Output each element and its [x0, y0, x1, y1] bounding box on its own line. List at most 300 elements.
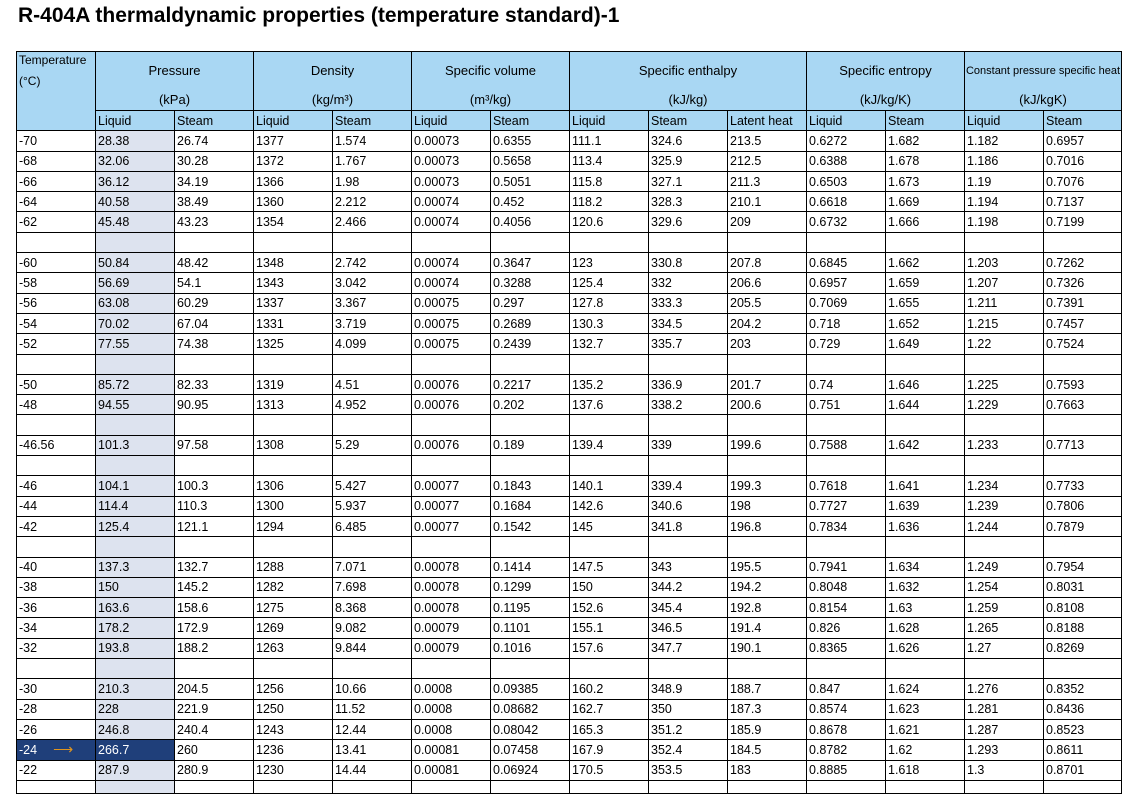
table-cell [96, 638, 175, 658]
cell-value: 183 [730, 763, 751, 778]
table-cell [1044, 313, 1122, 333]
table-cell [965, 557, 1044, 577]
table-cell [333, 699, 412, 719]
cell-value: 0.00075 [414, 316, 460, 331]
table-row [17, 151, 1122, 171]
cell-value: 0.00077 [414, 499, 460, 514]
table-cell [1044, 496, 1122, 516]
cell-value: 1.207 [967, 276, 999, 291]
table-cell [570, 456, 649, 476]
cell-value: 351.2 [651, 722, 683, 737]
cell-value: 1.198 [967, 215, 999, 230]
table-cell [412, 456, 491, 476]
table-cell [1044, 435, 1122, 455]
table-cell [491, 253, 570, 273]
table-cell [175, 719, 254, 739]
table-cell [96, 253, 175, 273]
cell-value: -42 [19, 519, 38, 534]
table-cell [728, 131, 807, 151]
cell-value: 132.7 [177, 560, 209, 575]
table-cell [333, 638, 412, 658]
temperature-cell [17, 354, 96, 374]
cell-value: -70 [19, 133, 38, 148]
table-cell [96, 740, 175, 760]
cell-value: 207.8 [730, 255, 762, 270]
cell-value: 0.00073 [414, 174, 460, 189]
table-cell [96, 374, 175, 394]
table-cell [965, 131, 1044, 151]
table-cell [254, 557, 333, 577]
table-cell [570, 192, 649, 212]
cell-value: 0.2689 [493, 316, 532, 331]
cell-value: 0.00074 [414, 276, 460, 291]
cell-value: 0.8611 [1046, 742, 1084, 757]
table-cell [965, 618, 1044, 638]
cell-value: 1243 [256, 722, 284, 737]
table-cell [728, 273, 807, 293]
cell-value: 0.7016 [1046, 154, 1085, 169]
cell-value: 48.42 [177, 255, 209, 270]
table-cell [570, 171, 649, 191]
cell-value: 158.6 [177, 600, 209, 615]
cell-value: 0.7262 [1046, 255, 1085, 270]
cell-value: 0.00078 [414, 560, 460, 575]
table-cell [175, 273, 254, 293]
cell-value: 9.082 [335, 621, 367, 636]
table-cell [491, 476, 570, 496]
table-cell [491, 415, 570, 435]
table-cell [728, 192, 807, 212]
temperature-cell [17, 719, 96, 739]
cell-value: 132.7 [572, 336, 604, 351]
table-cell [412, 334, 491, 354]
table-cell [412, 354, 491, 374]
cell-value: 63.08 [98, 296, 130, 311]
cell-value: 240.4 [177, 722, 209, 737]
table-cell [333, 354, 412, 374]
table-row [17, 293, 1122, 313]
cell-value: 0.00078 [414, 600, 460, 615]
table-row [17, 435, 1122, 455]
table-cell [491, 598, 570, 618]
table-cell [570, 760, 649, 780]
table-cell [96, 618, 175, 638]
cell-value: 1331 [256, 316, 284, 331]
cell-value: 2.212 [335, 194, 367, 209]
table-row [17, 719, 1122, 739]
table-cell [728, 719, 807, 739]
table-cell [649, 780, 728, 793]
cell-value: 1.225 [967, 377, 999, 392]
cell-value: 7.698 [335, 580, 367, 595]
cell-value: 123 [572, 255, 593, 270]
cell-value: 1.767 [335, 154, 367, 169]
table-cell [1044, 476, 1122, 496]
blank-row [17, 232, 1122, 252]
cell-value: 5.427 [335, 478, 367, 493]
table-cell [254, 496, 333, 516]
temperature-cell [17, 415, 96, 435]
cell-value: 0.1016 [493, 641, 532, 656]
cell-value: 1377 [256, 133, 284, 148]
table-cell [807, 557, 886, 577]
table-cell [175, 435, 254, 455]
temperature-cell [17, 598, 96, 618]
cell-value: -48 [19, 397, 38, 412]
cell-value: 1.621 [888, 722, 920, 737]
table-cell [254, 171, 333, 191]
table-cell [412, 273, 491, 293]
cell-value: -58 [19, 276, 38, 291]
table-cell [886, 192, 965, 212]
cell-value: 1230 [256, 763, 284, 778]
cell-value: 210.3 [98, 681, 130, 696]
table-cell [175, 313, 254, 333]
cell-value: 324.6 [651, 133, 683, 148]
cell-value: 213.5 [730, 133, 762, 148]
cell-value: 12.44 [335, 722, 367, 737]
cell-value: 0.1299 [493, 580, 532, 595]
cell-value: 4.952 [335, 397, 367, 412]
table-cell [96, 435, 175, 455]
cell-value: 0.7733 [1046, 478, 1085, 493]
cell-value: 0.202 [493, 397, 525, 412]
cell-value: 14.44 [335, 763, 367, 778]
table-cell [175, 537, 254, 557]
table-cell [570, 415, 649, 435]
cell-value: 0.08042 [493, 722, 539, 737]
table-cell [254, 598, 333, 618]
table-row [17, 171, 1122, 191]
table-cell [491, 273, 570, 293]
cell-value: 82.33 [177, 377, 209, 392]
table-cell [886, 456, 965, 476]
table-cell [649, 577, 728, 597]
table-cell [333, 618, 412, 638]
cell-value: 1.293 [967, 742, 999, 757]
cell-value: 4.51 [335, 377, 360, 392]
temperature-header [17, 52, 96, 131]
table-row [17, 212, 1122, 232]
table-cell [1044, 395, 1122, 415]
cell-value: 1.3 [967, 763, 985, 778]
table-cell [570, 395, 649, 415]
temperature-cell [17, 638, 96, 658]
table-cell [807, 395, 886, 415]
cell-value: 1.662 [888, 255, 920, 270]
cell-value: 0.8188 [1046, 621, 1085, 636]
table-cell [254, 577, 333, 597]
table-cell [649, 456, 728, 476]
cell-value: 0.8782 [809, 742, 848, 757]
cell-value: 0.8048 [809, 580, 848, 595]
table-cell [412, 659, 491, 679]
table-cell [412, 476, 491, 496]
cell-value: 1.666 [888, 215, 920, 230]
cell-value: 1.641 [888, 478, 920, 493]
cell-value: 206.6 [730, 276, 762, 291]
table-cell [333, 435, 412, 455]
cell-value: 1.655 [888, 296, 920, 311]
table-cell [728, 313, 807, 333]
table-cell [491, 212, 570, 232]
cell-value: 340.6 [651, 499, 683, 514]
table-cell [333, 293, 412, 313]
cell-value: -34 [19, 621, 38, 636]
blank-row [17, 415, 1122, 435]
table-cell [886, 618, 965, 638]
table-cell [1044, 598, 1122, 618]
cell-value: 152.6 [572, 600, 604, 615]
cell-value: 1.639 [888, 499, 920, 514]
cell-value: -28 [19, 702, 38, 717]
cell-value: 327.1 [651, 174, 683, 189]
table-cell [96, 557, 175, 577]
table-cell [175, 192, 254, 212]
table-cell [491, 577, 570, 597]
cell-value: 0.1542 [493, 519, 532, 534]
cell-value: 0.8574 [809, 702, 848, 717]
table-cell [412, 131, 491, 151]
table-cell [570, 699, 649, 719]
table-cell [96, 354, 175, 374]
cell-value: 1.618 [888, 763, 920, 778]
cell-value: 1282 [256, 580, 284, 595]
table-cell [886, 354, 965, 374]
cell-value: 0.8365 [809, 641, 848, 656]
table-cell [412, 212, 491, 232]
table-cell [254, 192, 333, 212]
cell-value: 7.071 [335, 560, 367, 575]
table-cell [254, 516, 333, 536]
cell-value: 334.5 [651, 316, 683, 331]
table-cell [333, 780, 412, 793]
table-cell [1044, 659, 1122, 679]
table-cell [412, 780, 491, 793]
table-cell [807, 273, 886, 293]
cell-value: 1.624 [888, 681, 920, 696]
cell-value: -68 [19, 154, 38, 169]
cell-value: 0.7663 [1046, 397, 1085, 412]
cell-value: 221.9 [177, 702, 209, 717]
pressure-header: Pressure (kPa) [96, 52, 254, 111]
cell-value: 352.4 [651, 742, 683, 757]
subcolumn-header: Steam [1044, 111, 1122, 131]
temperature-cell [17, 374, 96, 394]
temperature-cell [17, 435, 96, 455]
cell-value: 0.729 [809, 336, 841, 351]
cell-value: 77.55 [98, 336, 130, 351]
table-cell [649, 171, 728, 191]
table-cell [1044, 212, 1122, 232]
cell-value: 1.229 [967, 397, 999, 412]
table-cell [175, 293, 254, 313]
cell-value: -22 [19, 763, 38, 778]
table-cell [886, 638, 965, 658]
cell-value: 1.682 [888, 133, 920, 148]
table-row [17, 699, 1122, 719]
cell-value: 1.63 [888, 600, 913, 615]
table-cell [333, 719, 412, 739]
table-cell [807, 151, 886, 171]
table-cell [965, 537, 1044, 557]
table-cell [412, 557, 491, 577]
table-cell [886, 496, 965, 516]
cell-value: 155.1 [572, 621, 604, 636]
table-cell [649, 760, 728, 780]
table-cell [96, 415, 175, 435]
table-cell [965, 516, 1044, 536]
table-cell [728, 212, 807, 232]
table-cell [491, 354, 570, 374]
table-cell [1044, 374, 1122, 394]
table-cell [965, 598, 1044, 618]
cell-value: 329.6 [651, 215, 683, 230]
cell-value: 201.7 [730, 377, 762, 392]
cell-value: 0.09385 [493, 681, 539, 696]
table-cell [965, 456, 1044, 476]
cell-value: 0.6845 [809, 255, 848, 270]
cell-value: 139.4 [572, 438, 604, 453]
cell-value: 1354 [256, 215, 284, 230]
cell-value: 0.6503 [809, 174, 848, 189]
cell-value: 0.6618 [809, 194, 848, 209]
table-row [17, 313, 1122, 333]
table-cell [886, 334, 965, 354]
table-cell [491, 719, 570, 739]
table-cell [649, 395, 728, 415]
table-cell [886, 273, 965, 293]
temperature-cell [17, 253, 96, 273]
table-cell [96, 395, 175, 415]
cell-value: 1337 [256, 296, 284, 311]
table-cell [886, 476, 965, 496]
table-cell [254, 618, 333, 638]
table-cell [333, 679, 412, 699]
temperature-cell [17, 313, 96, 333]
cell-value: 26.74 [177, 133, 209, 148]
cell-value: 1.673 [888, 174, 920, 189]
cell-value: 0.00077 [414, 519, 460, 534]
cell-value: 0.00075 [414, 296, 460, 311]
table-cell [570, 354, 649, 374]
cell-value: 0.74 [809, 377, 834, 392]
table-cell [96, 699, 175, 719]
blank-row [17, 456, 1122, 476]
table-cell [807, 354, 886, 374]
cell-value: -54 [19, 316, 38, 331]
cell-value: 145 [572, 519, 593, 534]
cell-value: 90.95 [177, 397, 209, 412]
cell-value: 0.7879 [1046, 519, 1085, 534]
cell-value: 3.042 [335, 276, 367, 291]
cell-value: 333.3 [651, 296, 683, 311]
table-cell [96, 537, 175, 557]
cell-value: 0.8678 [809, 722, 848, 737]
cell-value: 1269 [256, 621, 284, 636]
cell-value: 188.7 [730, 681, 762, 696]
cell-value: 332 [651, 276, 672, 291]
blank-row [17, 537, 1122, 557]
cell-value: 0.5658 [493, 154, 532, 169]
table-cell [254, 476, 333, 496]
table-cell [175, 415, 254, 435]
table-cell [649, 293, 728, 313]
table-cell [412, 699, 491, 719]
cell-value: 0.7391 [1046, 296, 1085, 311]
table-cell [1044, 415, 1122, 435]
table-cell [175, 598, 254, 618]
cell-value: 0.6957 [809, 276, 848, 291]
table-cell [1044, 740, 1122, 760]
cell-value: -46.56 [19, 438, 55, 453]
table-cell [412, 516, 491, 536]
table-cell [570, 638, 649, 658]
cell-value: 110.3 [177, 499, 208, 514]
cell-value: 11.52 [335, 702, 366, 717]
table-row [17, 577, 1122, 597]
table-cell [254, 395, 333, 415]
table-cell [17, 780, 96, 793]
table-cell [807, 435, 886, 455]
table-cell [965, 659, 1044, 679]
properties-table-container [16, 51, 1122, 794]
cell-value: 0.00076 [414, 377, 460, 392]
cell-value: 1306 [256, 478, 284, 493]
cell-value: 199.3 [730, 478, 762, 493]
cell-value: -66 [19, 174, 38, 189]
table-cell [254, 780, 333, 793]
subcolumn-header: Steam [886, 111, 965, 131]
table-cell [491, 638, 570, 658]
cell-value: 5.937 [335, 499, 367, 514]
table-cell [965, 719, 1044, 739]
table-cell [728, 415, 807, 435]
cell-value: 335.7 [651, 336, 683, 351]
table-row [17, 374, 1122, 394]
table-cell [1044, 293, 1122, 313]
table-cell [965, 699, 1044, 719]
table-cell [728, 679, 807, 699]
table-cell [965, 334, 1044, 354]
temperature-cell [17, 618, 96, 638]
table-cell [807, 679, 886, 699]
temperature-cell [17, 456, 96, 476]
temperature-cell [17, 679, 96, 699]
cell-value: 1.98 [335, 174, 360, 189]
table-cell [333, 537, 412, 557]
cell-value: -32 [19, 641, 38, 656]
cell-value: 40.58 [98, 194, 130, 209]
table-cell [412, 679, 491, 699]
table-cell [175, 760, 254, 780]
table-cell [807, 638, 886, 658]
cell-value: 0.7588 [809, 438, 848, 453]
cell-value: 0.8108 [1046, 600, 1085, 615]
table-cell [175, 577, 254, 597]
cell-value: 94.55 [98, 397, 130, 412]
table-cell [649, 659, 728, 679]
cell-value: 121.1 [177, 519, 209, 534]
table-cell [570, 253, 649, 273]
table-cell [886, 232, 965, 252]
table-cell [965, 638, 1044, 658]
cell-value: 0.3288 [493, 276, 532, 291]
cell-value: 32.06 [98, 154, 130, 169]
table-cell [412, 618, 491, 638]
cell-value: 0.8701 [1046, 763, 1085, 778]
table-cell [807, 760, 886, 780]
